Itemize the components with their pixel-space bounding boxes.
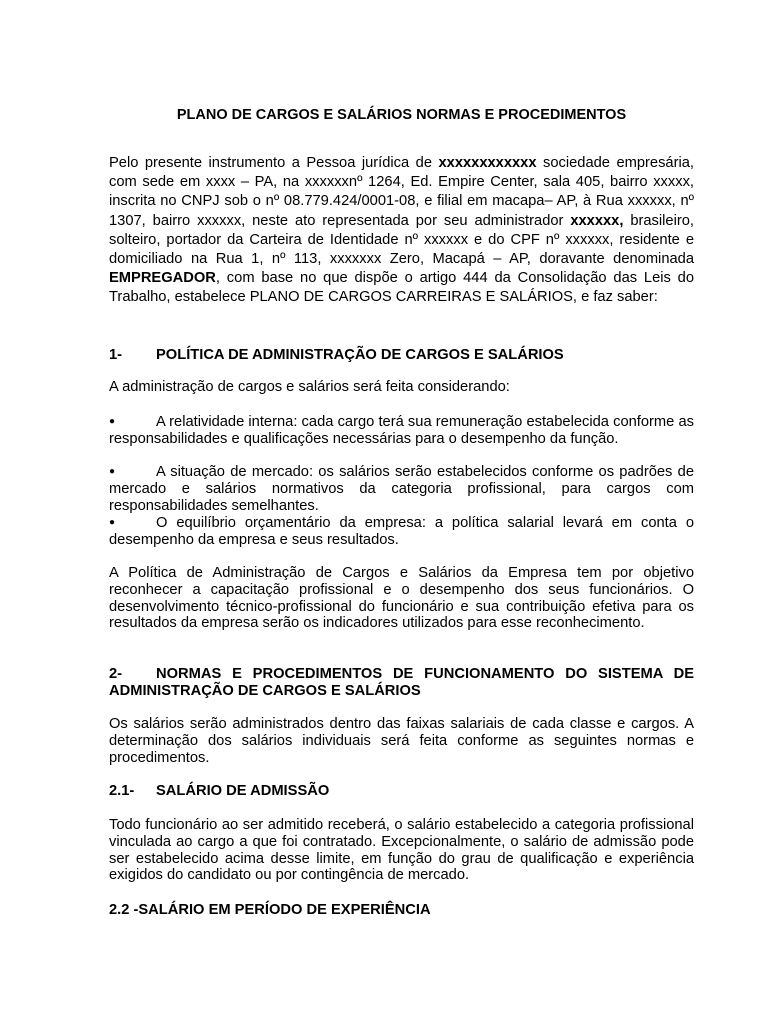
- bullet-icon: ●: [109, 466, 116, 477]
- employer-label: EMPREGADOR: [109, 270, 216, 287]
- section-2-title: NORMAS E PROCEDIMENTOS DE FUNCIONAMENTO DO SISTEMA DE ADMINISTRAÇÃO DE CARGOS E SALÁRIOS: [109, 666, 694, 699]
- section-2-1-body: Todo funcionário ao ser admitido receberá, o salário estabelecido a categoria profissional vinculada ao cargo a que foi contratado. Excepcionalmente, o salário de admissão pode ser estabelecido acima desse limite, em função do grau de qualificação e experiência exigidos do candidato ou por contingência de mercado.: [109, 817, 694, 884]
- document-title: PLANO DE CARGOS E SALÁRIOS NORMAS E PROCEDIMENTOS: [176, 107, 627, 123]
- list-item: [109, 414, 694, 448]
- intro-text-4: , com base no que dispõe o artigo 444 da Consolidação das Leis do Trabalho, estabelece PLANO DE CARGOS CARREIRAS E SALÁRIOS, e faz saber:: [109, 270, 694, 306]
- section-2-1-title: SALÁRIO DE ADMISSÃO: [156, 783, 330, 799]
- list-item: [109, 515, 694, 549]
- section-2-body: Os salários serão administrados dentro das faixas salariais de cada classe e cargos. A determinação dos salários individuais será feita conforme as seguintes normas e procedimentos.: [109, 716, 694, 766]
- section-1-lead: A administração de cargos e salários será feita considerando:: [109, 379, 510, 395]
- administrator-name: xxxxxx,: [570, 212, 624, 229]
- bullet-icon: ●: [109, 416, 116, 427]
- intro-text-2: sociedade empresária, com sede em xxxx – PA, na xxxxxxnº 1264, Ed. Empire Center, sala 405, bairro xxxxx, inscrita no CNPJ sob o nº 08.779.424/0001-08, e filial em macapa– AP, à Rua xxxxxx, nº 1307, bairro xxxxxx, neste ato representada por seu administrador: [109, 155, 694, 229]
- bullet-icon: ●: [109, 517, 116, 528]
- intro-text-3: brasileiro, solteiro, portador da Carteira de Identidade nº xxxxxx e do CPF nº xxxxxx, residente e domiciliado na Rua 1, nº 113, xxxxxxx Zero, Macapá – AP, doravante denominada: [109, 212, 694, 268]
- list-item-text: A situação de mercado: os salários serão estabelecidos conforme os padrões de mercado e salários normativos da categoria profissional, para cargos com responsabilidades semelhantes.: [109, 464, 694, 514]
- section-1-heading: [109, 347, 694, 364]
- section-2-1-number: 2.1-: [109, 783, 135, 799]
- intro-text-1: Pelo presente instrumento a Pessoa jurídica de: [109, 155, 439, 171]
- list-item-text: A relatividade interna: cada cargo terá sua remuneração estabelecida conforme as responsabilidades e qualificações necessárias para o desempenho da função.: [109, 414, 694, 447]
- section-1-title: POLÍTICA DE ADMINISTRAÇÃO DE CARGOS E SALÁRIOS: [156, 347, 564, 363]
- section-2-2-heading: 2.2 -SALÁRIO EM PERÍODO DE EXPERIÊNCIA: [109, 902, 431, 918]
- company-name: xxxxxxxxxxxx: [438, 155, 537, 171]
- intro-paragraph: [109, 154, 694, 308]
- section-2-1-heading: [109, 783, 694, 800]
- section-2-heading: [109, 666, 694, 700]
- section-1-closing: A Política de Administração de Cargos e Salários da Empresa tem por objetivo reconhecer a capacitação profissional e o desempenho dos seus funcionários. O desenvolvimento técnico-profissional do funcionário e sua contribuição efetiva para os resultados da empresa serão os indicadores utilizados para esse reconhecimento.: [109, 565, 694, 632]
- list-item: [109, 464, 694, 514]
- section-1-number: 1-: [109, 347, 123, 363]
- section-2-number: 2-: [109, 666, 123, 682]
- list-item-text: O equilíbrio orçamentário da empresa: a política salarial levará em conta o desempenho da empresa e seus resultados.: [109, 515, 694, 548]
